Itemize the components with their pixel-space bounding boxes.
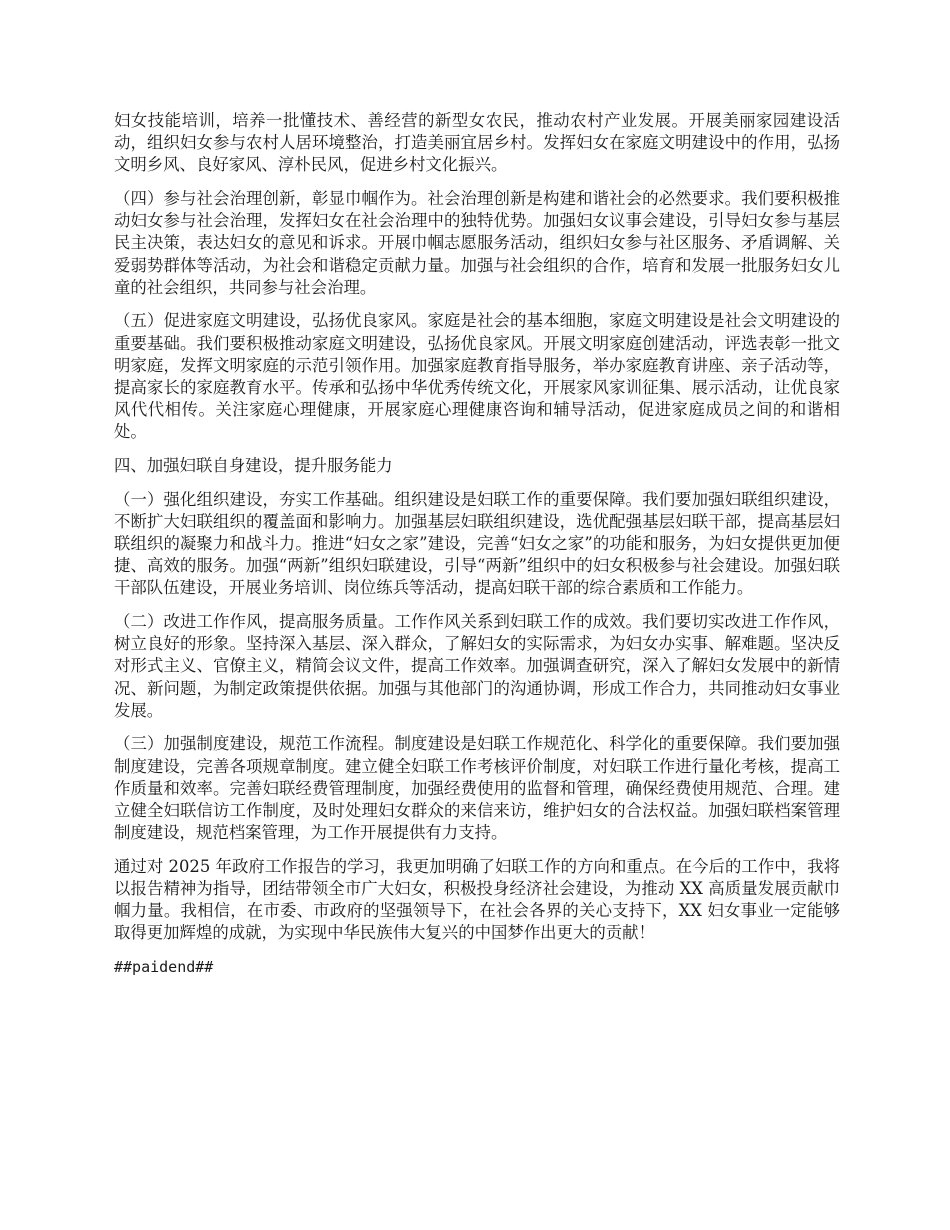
paragraph-work-style: （二）改进工作作风，提高服务质量。工作作风关系到妇联工作的成效。我们要切实改进工作作风，树立良好的形象。坚持深入基层、深入群众，了解妇女的实际需求，为妇女办实事、解难题。坚决反对形式主义、官僚主义，精简会议文件，提高工作效率。加强调查研究，深入了解妇女发展中的新情况、新问题，为制定政策提供依据。加强与其他部门的沟通协调，形成工作合力，共同推动妇女事业发展。 (114, 612, 840, 720)
section-heading-self-construction: 四、加强妇联自身建设，提升服务能力 (114, 456, 393, 476)
end-marker: ##paidend## (114, 958, 214, 977)
paragraph-organization-building: （一）强化组织建设，夯实工作基础。组织建设是妇联工作的重要保障。我们要加强妇联组织建设，不断扩大妇联组织的覆盖面和影响力。加强基层妇联组织建设，选优配强基层妇联干部，提高基层妇联组织的凝聚力和战斗力。推进“妇女之家”建设，完善“妇女之家”的功能和服务，为妇女提供更加便捷、高效的服务。加强“两新”组织妇联建设，引导“两新”组织中的妇女积极参与社会建设。加强妇联干部队伍建设，开展业务培训、岗位练兵等活动，提高妇联干部的综合素质和工作能力。 (114, 489, 840, 598)
paragraph-family-civilization: （五）促进家庭文明建设，弘扬优良家风。家庭是社会的基本细胞，家庭文明建设是社会文明建设的重要基础。我们要积极推动家庭文明建设，弘扬优良家风。开展文明家庭创建活动，评选表彰一批文明家庭，发挥文明家庭的示范引领作用。加强家庭教育指导服务，举办家庭教育讲座、亲子活动等，提高家长的家庭教育水平。传承和弘扬中华优秀传统文化，开展家风家训征集、展示活动，让优良家风代代相传。关注家庭心理健康，开展家庭心理健康咨询和辅导活动，促进家庭成员之间的和谐相处。 (114, 311, 840, 442)
document-page (114, 110, 840, 978)
paragraph-social-governance: （四）参与社会治理创新，彰显巾帼作为。社会治理创新是构建和谐社会的必然要求。我们要积极推动妇女参与社会治理，发挥妇女在社会治理中的独特优势。加强妇女议事会建设，引导妇女参与基层民主决策，表达妇女的意见和诉求。开展巾帼志愿服务活动，组织妇女参与社区服务、矛盾调解、关爱弱势群体等活动，为社会和谐稳定贡献力量。加强与社会组织的合作，培育和发展一批服务妇女儿童的社会组织，共同参与社会治理。 (114, 189, 840, 297)
paragraph-rural-women-training: 妇女技能培训，培养一批懂技术、善经营的新型女农民，推动农村产业发展。开展美丽家园建设活动，组织妇女参与农村人居环境整治，打造美丽宜居乡村。发挥妇女在家庭文明建设中的作用，弘扬文明乡风、良好家风、淳朴民风，促进乡村文化振兴。 (114, 111, 840, 175)
paragraph-system-building: （三）加强制度建设，规范工作流程。制度建设是妇联工作规范化、科学化的重要保障。我们要加强制度建设，完善各项规章制度。建立健全妇联工作考核评价制度，对妇联工作进行量化考核，提高工作质量和效率。完善妇联经费管理制度，加强经费使用的监督和管理，确保经费使用规范、合理。建立健全妇联信访工作制度，及时处理妇女群众的来信来访，维护妇女的合法权益。加强妇联档案管理制度建设，规范档案管理，为工作开展提供有力支持。 (114, 734, 840, 843)
paragraph-conclusion: 通过对 2025 年政府工作报告的学习，我更加明确了妇联工作的方向和重点。在今后的工作中，我将以报告精神为指导，团结带领全市广大妇女，积极投身经济社会建设，为推动 XX 高质量发展贡献巾帼力量。我相信，在市委、市政府的坚强领导下，在社会各界的关心支持下，XX 妇女事业一定能够取得更加辉煌的成就，为实现中华民族伟大复兴的中国梦作出更大的贡献！ (114, 856, 840, 943)
